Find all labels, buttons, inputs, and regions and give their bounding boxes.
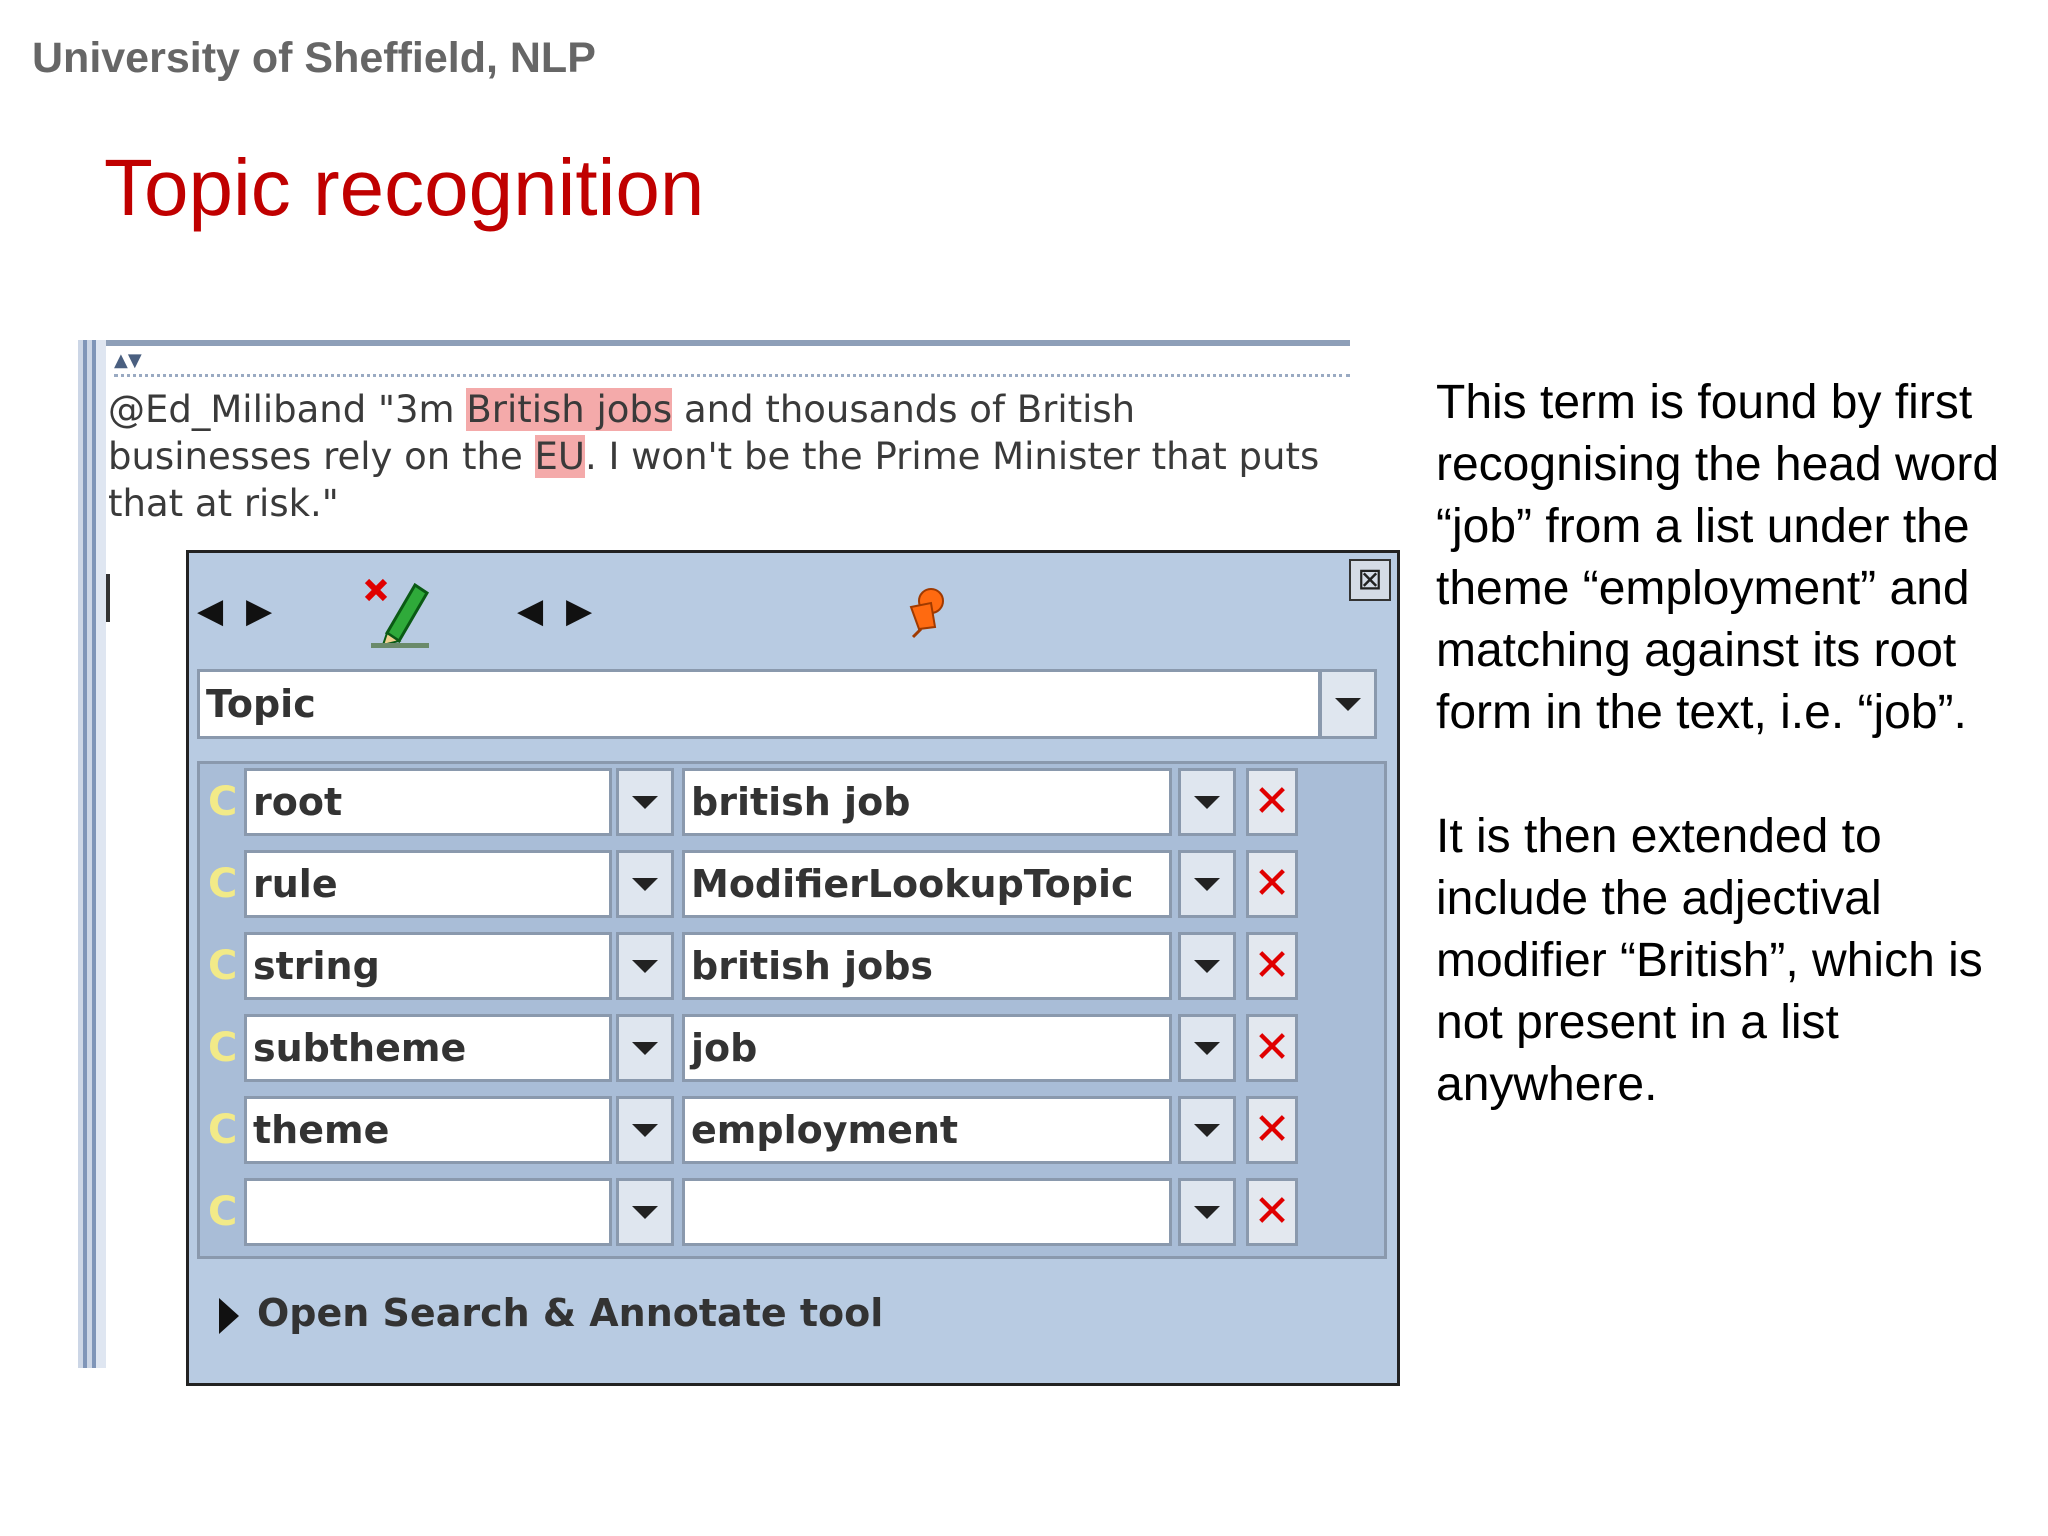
delete-feature-icon[interactable]: ✕ [1246, 1014, 1298, 1082]
feature-value-input[interactable]: british jobs [682, 932, 1172, 1000]
type-dropdown-button[interactable] [1319, 669, 1377, 739]
doc-text-segment: and thousands of British businesses rely on the [108, 388, 1136, 478]
doc-text-segment: @Ed_Miliband "3m [108, 388, 467, 431]
feature-icon: C [208, 1107, 238, 1153]
feature-value-dropdown[interactable] [1178, 1014, 1236, 1082]
close-icon[interactable]: ⊠ [1349, 559, 1391, 601]
delete-feature-icon[interactable]: ✕ [1246, 1178, 1298, 1246]
document-text[interactable] [108, 386, 1338, 527]
delete-feature-icon[interactable]: ✕ [1246, 850, 1298, 918]
highlighted-annotation-british-jobs[interactable]: British jobs [466, 388, 673, 431]
feature-value-dropdown[interactable] [1178, 1096, 1236, 1164]
feature-name-input[interactable]: root [244, 768, 612, 836]
feature-icon: C [208, 1189, 238, 1235]
feature-row [200, 1010, 1384, 1086]
prev-next-annotation-arrows-icon[interactable]: ◀ ▶ [197, 591, 279, 631]
gate-screenshot [78, 340, 1383, 1368]
delete-feature-icon[interactable]: ✕ [1246, 768, 1298, 836]
delete-feature-icon[interactable]: ✕ [1246, 1096, 1298, 1164]
feature-name-dropdown[interactable] [616, 932, 674, 1000]
explanation-text [1436, 372, 2036, 1116]
splitter-bar[interactable] [78, 340, 106, 1368]
pin-window-icon[interactable] [901, 583, 957, 639]
feature-name-input[interactable]: theme [244, 1096, 612, 1164]
delete-annotation-pencil-icon[interactable] [359, 571, 439, 651]
feature-value-input[interactable]: employment [682, 1096, 1172, 1164]
feature-value-input[interactable]: ModifierLookupTopic [682, 850, 1172, 918]
feature-name-input[interactable] [244, 1178, 612, 1246]
highlighted-annotation-eu[interactable]: EU [534, 435, 585, 478]
feature-name-input[interactable]: rule [244, 850, 612, 918]
annotation-editor [186, 550, 1400, 1386]
explanation-paragraph-1: This term is found by first recognising the head word “job” from a list under the theme “employment” and matching against its root form in the text, i.e. “job”. [1436, 376, 2000, 739]
feature-table [197, 761, 1387, 1259]
doc-text-segment: . I won't be the Prime Minister that puts that at risk." [108, 435, 1320, 525]
feature-name-input[interactable]: subtheme [244, 1014, 612, 1082]
annotation-type-combobox[interactable]: Topic [197, 669, 1321, 739]
feature-icon: C [208, 943, 238, 989]
text-caret [106, 574, 110, 622]
open-search-annotate-toggle[interactable] [219, 1291, 883, 1335]
feature-value-dropdown[interactable] [1178, 850, 1236, 918]
feature-name-dropdown[interactable] [616, 768, 674, 836]
feature-row [200, 1092, 1384, 1168]
feature-name-dropdown[interactable] [616, 1096, 674, 1164]
feature-icon: C [208, 779, 238, 825]
feature-row [200, 846, 1384, 922]
feature-name-dropdown[interactable] [616, 1178, 674, 1246]
org-header: University of Sheffield, NLP [32, 34, 596, 82]
panel-top-border [106, 340, 1350, 346]
feature-row [200, 764, 1384, 840]
feature-icon: C [208, 861, 238, 907]
feature-row-empty [200, 1174, 1384, 1250]
slide-title: Topic recognition [104, 143, 705, 232]
feature-value-dropdown[interactable] [1178, 932, 1236, 1000]
feature-name-dropdown[interactable] [616, 1014, 674, 1082]
feature-value-input[interactable]: british job [682, 768, 1172, 836]
feature-value-input[interactable] [682, 1178, 1172, 1246]
expand-triangle-icon [219, 1298, 239, 1334]
ruler-divider[interactable] [114, 354, 1350, 377]
feature-value-dropdown[interactable] [1178, 768, 1236, 836]
explanation-paragraph-2: It is then extended to include the adjectival modifier “British”, which is not present in a list anywhere. [1436, 810, 1983, 1111]
feature-icon: C [208, 1025, 238, 1071]
feature-name-dropdown[interactable] [616, 850, 674, 918]
feature-name-input[interactable]: string [244, 932, 612, 1000]
feature-value-input[interactable]: job [682, 1014, 1172, 1082]
feature-value-dropdown[interactable] [1178, 1178, 1236, 1246]
feature-row [200, 928, 1384, 1004]
search-annotate-label: Open Search & Annotate tool [257, 1291, 884, 1335]
prev-next-type-arrows-icon[interactable]: ◀ ▶ [517, 591, 599, 631]
collapse-arrows-icon[interactable]: ▲▼ [114, 350, 142, 371]
delete-feature-icon[interactable]: ✕ [1246, 932, 1298, 1000]
